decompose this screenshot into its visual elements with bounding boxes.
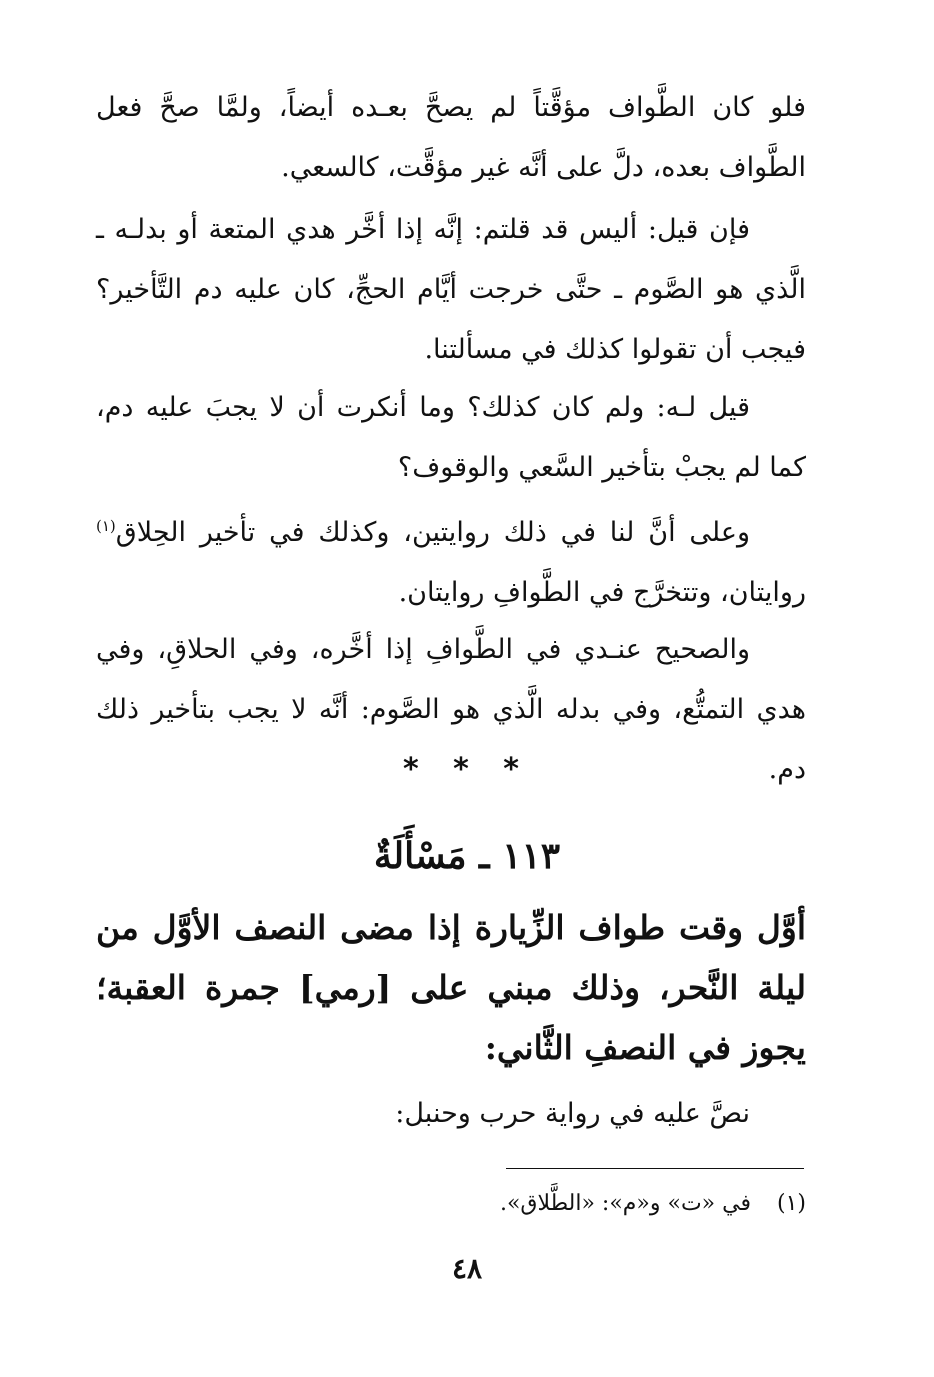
footnote-number: (١): [776, 1191, 806, 1216]
paragraph-5: والصحيح عنـدي في الطَّوافِ إذا أخَّره، وفي الحلاقِ، وفي هدي التمتُّع، وفي بدله الَّذي هو الصَّوم: أنَّه لا يجب بتأخير ذلك دم.: [96, 634, 806, 785]
paragraph-4-text-start: وعلى أنَّ لنا في ذلك روايتين، وكذلك في تأخير الحِلاق: [115, 517, 750, 548]
footnote: [96, 1184, 806, 1224]
issue-title: مَسْأَلَةٌ: [373, 835, 467, 877]
paragraph-2: فإن قيل: أليس قد قلتم: إنَّه إذا أخَّر هدي المتعة أو بدلـه ـ الَّذي هو الصَّوم ـ حتَّى خرجت أيَّام الحجِّ، كان عليه دم التَّأخير؟ فيجب أن تقولوا كذلك في مسألتنا.: [96, 214, 806, 365]
page-number: ٤٨: [451, 1252, 483, 1285]
footnote-reference: (١): [96, 517, 116, 535]
paragraph-3: قيل لـه: ولم كان كذلك؟ وما أنكرت أن لا يجبَ عليه دم، كما لم يجبْ بتأخير السَّعي والوقوف؟: [96, 392, 806, 483]
paragraph-1: فلو كان الطَّواف مؤقَّتاً لم يصحَّ بعـده أيضاً، ولمَّا صحَّ فعل الطَّواف بعده، دلَّ على أنَّه غير مؤقَّت، كالسعي.: [96, 92, 806, 183]
paragraph-4: [96, 496, 806, 623]
footnote-text: في «ت» و«م»: «الطَّلاق».: [499, 1191, 751, 1216]
paragraph-after-statement: نصَّ عليه في رواية حرب وحنبل:: [395, 1098, 750, 1129]
issue-heading: [0, 826, 934, 886]
issue-dash: ـ: [466, 835, 503, 877]
paragraph-4-text-end: روايتان، وتتخرَّج في الطَّوافِ روايتان.: [398, 577, 806, 608]
issue-statement: أوَّل وقت طواف الزِّيارة إذا مضى النصف الأوَّل من ليلة النَّحر، وذلك مبني على [رمي] جمرة العقبة؛ يجوز في النصفِ الثَّاني:: [96, 908, 806, 1067]
section-separator: * * *: [403, 752, 531, 787]
footnote-divider: [506, 1168, 804, 1169]
issue-number: ١١٣: [502, 835, 561, 877]
